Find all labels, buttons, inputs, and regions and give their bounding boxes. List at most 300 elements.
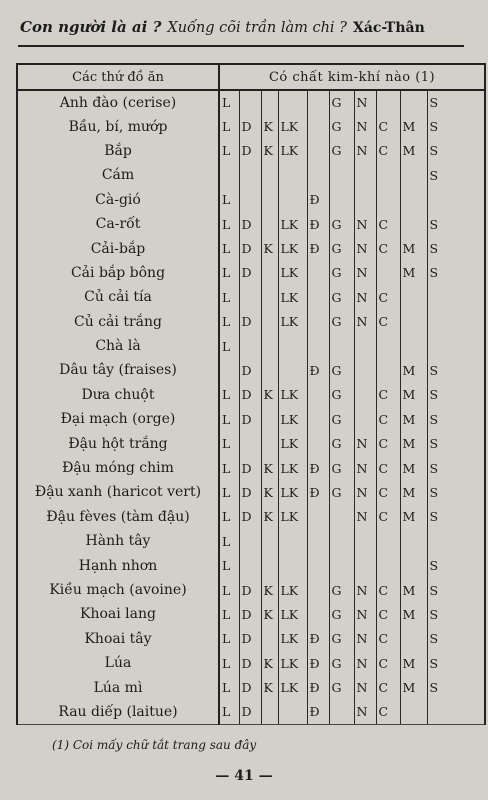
mineral-cell bbox=[427, 310, 485, 334]
table-row bbox=[17, 358, 485, 382]
food-name: Anh đào (cerise) bbox=[17, 90, 219, 114]
food-name: Ca-rốt bbox=[17, 212, 219, 236]
mineral-cell: G bbox=[329, 578, 354, 602]
mineral-cell: K bbox=[261, 675, 278, 699]
mineral-cell: N bbox=[354, 700, 376, 724]
mineral-cell bbox=[261, 627, 278, 651]
table-row bbox=[17, 188, 485, 212]
mineral-cell: D bbox=[239, 261, 261, 285]
mineral-cell bbox=[400, 90, 427, 114]
food-name: Cải bắp bông bbox=[17, 261, 219, 285]
mineral-cell: L bbox=[219, 602, 239, 626]
mineral-cell: C bbox=[376, 212, 400, 236]
mineral-cell: LK bbox=[278, 578, 307, 602]
mineral-cell: D bbox=[239, 675, 261, 699]
mineral-cell: G bbox=[329, 456, 354, 480]
mineral-cell bbox=[400, 285, 427, 309]
food-name: Cải-bắp bbox=[17, 236, 219, 260]
mineral-cell: LK bbox=[278, 139, 307, 163]
mineral-cell: K bbox=[261, 236, 278, 260]
mineral-cell: S bbox=[427, 90, 485, 114]
mineral-cell bbox=[278, 163, 307, 187]
mineral-cell: C bbox=[376, 310, 400, 334]
table-row bbox=[17, 285, 485, 309]
mineral-cell: LK bbox=[278, 212, 307, 236]
mineral-cell: C bbox=[376, 114, 400, 138]
mineral-cell: S bbox=[427, 358, 485, 382]
mineral-cell: M bbox=[400, 456, 427, 480]
mineral-cell: C bbox=[376, 480, 400, 504]
mineral-cell: L bbox=[219, 114, 239, 138]
mineral-cell: C bbox=[376, 456, 400, 480]
table-row bbox=[17, 602, 485, 626]
mineral-cell: S bbox=[427, 236, 485, 260]
mineral-cell bbox=[354, 553, 376, 577]
mineral-cell: N bbox=[354, 212, 376, 236]
mineral-cell: LK bbox=[278, 505, 307, 529]
mineral-cell: K bbox=[261, 383, 278, 407]
mineral-cell bbox=[239, 163, 261, 187]
mineral-cell: S bbox=[427, 675, 485, 699]
mineral-cell: L bbox=[219, 505, 239, 529]
mineral-cell: N bbox=[354, 236, 376, 260]
mineral-cell: M bbox=[400, 407, 427, 431]
table-row bbox=[17, 578, 485, 602]
mineral-cell: D bbox=[239, 114, 261, 138]
mineral-cell bbox=[261, 310, 278, 334]
mineral-cell: Đ bbox=[307, 188, 329, 212]
mineral-cell: C bbox=[376, 431, 400, 455]
mineral-cell: S bbox=[427, 602, 485, 626]
mineral-cell bbox=[376, 90, 400, 114]
table-row bbox=[17, 261, 485, 285]
food-name: Kiều mạch (avoine) bbox=[17, 578, 219, 602]
food-name: Khoai tây bbox=[17, 627, 219, 651]
mineral-cell: S bbox=[427, 163, 485, 187]
mineral-cell bbox=[376, 261, 400, 285]
mineral-cell bbox=[261, 188, 278, 212]
table-row bbox=[17, 383, 485, 407]
mineral-cell: G bbox=[329, 358, 354, 382]
mineral-cell bbox=[400, 700, 427, 724]
mineral-cell: K bbox=[261, 114, 278, 138]
mineral-cell: L bbox=[219, 480, 239, 504]
mineral-cell bbox=[278, 700, 307, 724]
mineral-cell: D bbox=[239, 651, 261, 675]
food-name: Hạnh nhơn bbox=[17, 553, 219, 577]
table-row bbox=[17, 627, 485, 651]
mineral-cell: S bbox=[427, 114, 485, 138]
mineral-cell: D bbox=[239, 139, 261, 163]
mineral-cell bbox=[307, 90, 329, 114]
mineral-cell: Đ bbox=[307, 358, 329, 382]
mineral-cell: K bbox=[261, 480, 278, 504]
food-name: Bầu, bí, mướp bbox=[17, 114, 219, 138]
table-row bbox=[17, 675, 485, 699]
mineral-cell: D bbox=[239, 456, 261, 480]
mineral-cell: M bbox=[400, 505, 427, 529]
mineral-cell: Đ bbox=[307, 675, 329, 699]
table-row bbox=[17, 553, 485, 577]
mineral-cell: N bbox=[354, 602, 376, 626]
mineral-cell bbox=[278, 358, 307, 382]
mineral-cell bbox=[329, 188, 354, 212]
mineral-cell bbox=[261, 431, 278, 455]
food-name: Đậu xanh (haricot vert) bbox=[17, 480, 219, 504]
mineral-cell: D bbox=[239, 310, 261, 334]
mineral-cell: L bbox=[219, 627, 239, 651]
food-name: Chà là bbox=[17, 334, 219, 358]
food-name: Đậu fèves (tàm đậu) bbox=[17, 505, 219, 529]
mineral-cell: D bbox=[239, 505, 261, 529]
mineral-cell: LK bbox=[278, 114, 307, 138]
mineral-cell: N bbox=[354, 114, 376, 138]
food-name: Đại mạch (orge) bbox=[17, 407, 219, 431]
food-name: Khoai lang bbox=[17, 602, 219, 626]
mineral-cell: L bbox=[219, 578, 239, 602]
mineral-cell: N bbox=[354, 456, 376, 480]
mineral-cell: LK bbox=[278, 627, 307, 651]
mineral-cell: L bbox=[219, 407, 239, 431]
mineral-cell: K bbox=[261, 139, 278, 163]
mineral-cell: S bbox=[427, 431, 485, 455]
table-row bbox=[17, 480, 485, 504]
page-header bbox=[20, 18, 465, 44]
mineral-cell bbox=[307, 505, 329, 529]
mineral-cell bbox=[427, 285, 485, 309]
mineral-cell: L bbox=[219, 529, 239, 553]
food-minerals-table bbox=[16, 63, 486, 725]
food-name: Dưa chuột bbox=[17, 383, 219, 407]
mineral-cell: Đ bbox=[307, 627, 329, 651]
mineral-cell bbox=[307, 407, 329, 431]
header-rule bbox=[18, 45, 464, 47]
mineral-cell bbox=[400, 529, 427, 553]
mineral-cell: D bbox=[239, 700, 261, 724]
mineral-cell: G bbox=[329, 212, 354, 236]
mineral-cell: M bbox=[400, 651, 427, 675]
mineral-cell bbox=[376, 358, 400, 382]
mineral-cell bbox=[261, 261, 278, 285]
mineral-cell bbox=[307, 578, 329, 602]
mineral-cell bbox=[427, 334, 485, 358]
mineral-cell: S bbox=[427, 480, 485, 504]
mineral-cell: C bbox=[376, 675, 400, 699]
mineral-cell bbox=[427, 529, 485, 553]
mineral-cell bbox=[307, 602, 329, 626]
mineral-cell: D bbox=[239, 407, 261, 431]
food-name: Bắp bbox=[17, 139, 219, 163]
mineral-cell: G bbox=[329, 285, 354, 309]
mineral-cell bbox=[400, 627, 427, 651]
mineral-cell: D bbox=[239, 212, 261, 236]
mineral-cell: N bbox=[354, 90, 376, 114]
mineral-cell: C bbox=[376, 602, 400, 626]
food-name: Cám bbox=[17, 163, 219, 187]
mineral-cell bbox=[261, 529, 278, 553]
mineral-cell: L bbox=[219, 188, 239, 212]
mineral-cell: L bbox=[219, 700, 239, 724]
mineral-cell: K bbox=[261, 505, 278, 529]
table-body bbox=[17, 90, 485, 724]
mineral-cell: N bbox=[354, 139, 376, 163]
mineral-cell: LK bbox=[278, 431, 307, 455]
mineral-cell bbox=[400, 163, 427, 187]
mineral-cell bbox=[261, 334, 278, 358]
mineral-cell bbox=[354, 407, 376, 431]
mineral-cell bbox=[307, 139, 329, 163]
mineral-cell: M bbox=[400, 602, 427, 626]
mineral-cell: C bbox=[376, 236, 400, 260]
table-row bbox=[17, 456, 485, 480]
mineral-cell bbox=[307, 163, 329, 187]
mineral-cell: N bbox=[354, 480, 376, 504]
mineral-cell: M bbox=[400, 358, 427, 382]
food-name: Rau diếp (laitue) bbox=[17, 700, 219, 724]
mineral-cell: Đ bbox=[307, 212, 329, 236]
mineral-cell: S bbox=[427, 627, 485, 651]
mineral-cell: G bbox=[329, 236, 354, 260]
mineral-cell: K bbox=[261, 602, 278, 626]
table-row bbox=[17, 431, 485, 455]
table-row bbox=[17, 651, 485, 675]
mineral-cell bbox=[329, 553, 354, 577]
table-row bbox=[17, 505, 485, 529]
mineral-cell: LK bbox=[278, 407, 307, 431]
mineral-cell bbox=[329, 700, 354, 724]
mineral-cell bbox=[400, 188, 427, 212]
mineral-cell: G bbox=[329, 627, 354, 651]
mineral-cell: L bbox=[219, 90, 239, 114]
mineral-cell bbox=[239, 334, 261, 358]
mineral-cell: L bbox=[219, 310, 239, 334]
mineral-cell: M bbox=[400, 114, 427, 138]
mineral-cell bbox=[400, 553, 427, 577]
mineral-cell: D bbox=[239, 236, 261, 260]
mineral-cell: G bbox=[329, 431, 354, 455]
mineral-cell bbox=[329, 529, 354, 553]
mineral-cell bbox=[278, 529, 307, 553]
mineral-cell: G bbox=[329, 261, 354, 285]
mineral-cell: LK bbox=[278, 310, 307, 334]
mineral-cell: S bbox=[427, 578, 485, 602]
mineral-cell: G bbox=[329, 114, 354, 138]
mineral-cell: C bbox=[376, 578, 400, 602]
mineral-cell bbox=[261, 358, 278, 382]
mineral-cell bbox=[307, 553, 329, 577]
mineral-cell: C bbox=[376, 505, 400, 529]
table-row bbox=[17, 90, 485, 114]
mineral-cell: LK bbox=[278, 480, 307, 504]
mineral-cell bbox=[307, 261, 329, 285]
mineral-cell: S bbox=[427, 212, 485, 236]
table-row bbox=[17, 139, 485, 163]
mineral-cell bbox=[261, 407, 278, 431]
mineral-cell bbox=[219, 163, 239, 187]
table-row bbox=[17, 407, 485, 431]
mineral-cell bbox=[329, 163, 354, 187]
mineral-cell: S bbox=[427, 407, 485, 431]
mineral-cell bbox=[239, 188, 261, 212]
page-title: Con người là ai ? bbox=[20, 18, 162, 36]
mineral-cell bbox=[427, 700, 485, 724]
food-name: Hành tây bbox=[17, 529, 219, 553]
mineral-cell: LK bbox=[278, 675, 307, 699]
food-name: Cà-gió bbox=[17, 188, 219, 212]
mineral-cell: S bbox=[427, 139, 485, 163]
mineral-cell: G bbox=[329, 602, 354, 626]
mineral-cell: C bbox=[376, 139, 400, 163]
mineral-cell: D bbox=[239, 480, 261, 504]
mineral-cell: S bbox=[427, 383, 485, 407]
mineral-cell bbox=[261, 163, 278, 187]
table-row bbox=[17, 212, 485, 236]
mineral-cell: S bbox=[427, 651, 485, 675]
mineral-cell bbox=[307, 383, 329, 407]
food-name: Đậu móng chim bbox=[17, 456, 219, 480]
mineral-cell bbox=[239, 431, 261, 455]
mineral-cell: C bbox=[376, 700, 400, 724]
mineral-cell: L bbox=[219, 285, 239, 309]
mineral-cell: Đ bbox=[307, 700, 329, 724]
mineral-cell: S bbox=[427, 553, 485, 577]
mineral-cell: K bbox=[261, 578, 278, 602]
mineral-cell: L bbox=[219, 212, 239, 236]
mineral-cell: N bbox=[354, 675, 376, 699]
mineral-cell bbox=[376, 529, 400, 553]
mineral-cell: M bbox=[400, 236, 427, 260]
mineral-cell: C bbox=[376, 651, 400, 675]
mineral-cell: N bbox=[354, 578, 376, 602]
mineral-cell: LK bbox=[278, 236, 307, 260]
mineral-cell bbox=[376, 334, 400, 358]
footnote: (1) Coi mấy chữ tắt trang sau đây bbox=[52, 738, 257, 752]
mineral-cell: LK bbox=[278, 456, 307, 480]
mineral-cell: L bbox=[219, 383, 239, 407]
mineral-cell bbox=[307, 114, 329, 138]
mineral-cell bbox=[354, 529, 376, 553]
mineral-cell: Đ bbox=[307, 456, 329, 480]
mineral-cell bbox=[354, 383, 376, 407]
page-brand: Xác-Thân bbox=[352, 20, 425, 36]
mineral-cell: L bbox=[219, 334, 239, 358]
food-name: Lúa mì bbox=[17, 675, 219, 699]
mineral-cell: Đ bbox=[307, 480, 329, 504]
mineral-cell: C bbox=[376, 383, 400, 407]
mineral-cell bbox=[376, 188, 400, 212]
mineral-cell bbox=[307, 285, 329, 309]
mineral-cell: LK bbox=[278, 285, 307, 309]
mineral-cell bbox=[261, 212, 278, 236]
mineral-cell: N bbox=[354, 505, 376, 529]
mineral-cell bbox=[354, 334, 376, 358]
mineral-cell: C bbox=[376, 627, 400, 651]
table-header-row bbox=[17, 64, 485, 90]
food-name: Củ cải tía bbox=[17, 285, 219, 309]
mineral-cell: D bbox=[239, 358, 261, 382]
mineral-cell bbox=[278, 334, 307, 358]
mineral-cell: LK bbox=[278, 261, 307, 285]
mineral-cell bbox=[239, 90, 261, 114]
mineral-cell: N bbox=[354, 261, 376, 285]
mineral-cell: N bbox=[354, 285, 376, 309]
column-header-food: Các thứ đồ ăn bbox=[17, 64, 219, 90]
mineral-cell: D bbox=[239, 602, 261, 626]
mineral-cell: L bbox=[219, 139, 239, 163]
mineral-cell bbox=[239, 529, 261, 553]
table-row bbox=[17, 334, 485, 358]
mineral-cell bbox=[261, 285, 278, 309]
mineral-cell: M bbox=[400, 480, 427, 504]
mineral-cell bbox=[219, 358, 239, 382]
mineral-cell: S bbox=[427, 456, 485, 480]
mineral-cell: M bbox=[400, 675, 427, 699]
table-row bbox=[17, 700, 485, 724]
mineral-cell: K bbox=[261, 651, 278, 675]
mineral-cell bbox=[400, 212, 427, 236]
mineral-cell bbox=[307, 529, 329, 553]
mineral-cell: G bbox=[329, 383, 354, 407]
page-number: — 41 — bbox=[215, 768, 273, 784]
mineral-cell bbox=[278, 553, 307, 577]
mineral-cell: K bbox=[261, 456, 278, 480]
food-name: Lúa bbox=[17, 651, 219, 675]
mineral-cell: G bbox=[329, 480, 354, 504]
table-row bbox=[17, 310, 485, 334]
mineral-cell: D bbox=[239, 383, 261, 407]
page-subtitle: Xuống cõi trần làm chi ? bbox=[167, 20, 347, 36]
mineral-cell: N bbox=[354, 651, 376, 675]
mineral-cell bbox=[307, 334, 329, 358]
mineral-cell bbox=[239, 553, 261, 577]
mineral-cell: L bbox=[219, 651, 239, 675]
food-name: Dâu tây (fraises) bbox=[17, 358, 219, 382]
mineral-cell bbox=[261, 553, 278, 577]
mineral-cell: L bbox=[219, 261, 239, 285]
column-header-minerals: Có chất kim-khí nào (1) bbox=[219, 64, 485, 90]
mineral-cell bbox=[307, 431, 329, 455]
mineral-cell bbox=[261, 90, 278, 114]
mineral-cell bbox=[354, 188, 376, 212]
mineral-cell: G bbox=[329, 310, 354, 334]
mineral-cell: L bbox=[219, 431, 239, 455]
mineral-cell bbox=[261, 700, 278, 724]
mineral-cell: M bbox=[400, 261, 427, 285]
mineral-cell: L bbox=[219, 675, 239, 699]
mineral-cell bbox=[376, 163, 400, 187]
mineral-cell bbox=[400, 310, 427, 334]
mineral-cell: LK bbox=[278, 651, 307, 675]
mineral-cell: G bbox=[329, 675, 354, 699]
mineral-cell: N bbox=[354, 310, 376, 334]
mineral-cell: Đ bbox=[307, 236, 329, 260]
mineral-cell: L bbox=[219, 236, 239, 260]
mineral-cell bbox=[354, 358, 376, 382]
mineral-cell: D bbox=[239, 627, 261, 651]
mineral-cell: S bbox=[427, 261, 485, 285]
mineral-cell: Đ bbox=[307, 651, 329, 675]
mineral-cell: M bbox=[400, 383, 427, 407]
mineral-cell: S bbox=[427, 505, 485, 529]
food-name: Đậu hột trắng bbox=[17, 431, 219, 455]
mineral-cell bbox=[278, 90, 307, 114]
table-row bbox=[17, 236, 485, 260]
mineral-cell: LK bbox=[278, 383, 307, 407]
mineral-cell: G bbox=[329, 90, 354, 114]
table-row bbox=[17, 114, 485, 138]
mineral-cell: G bbox=[329, 651, 354, 675]
mineral-cell bbox=[400, 334, 427, 358]
